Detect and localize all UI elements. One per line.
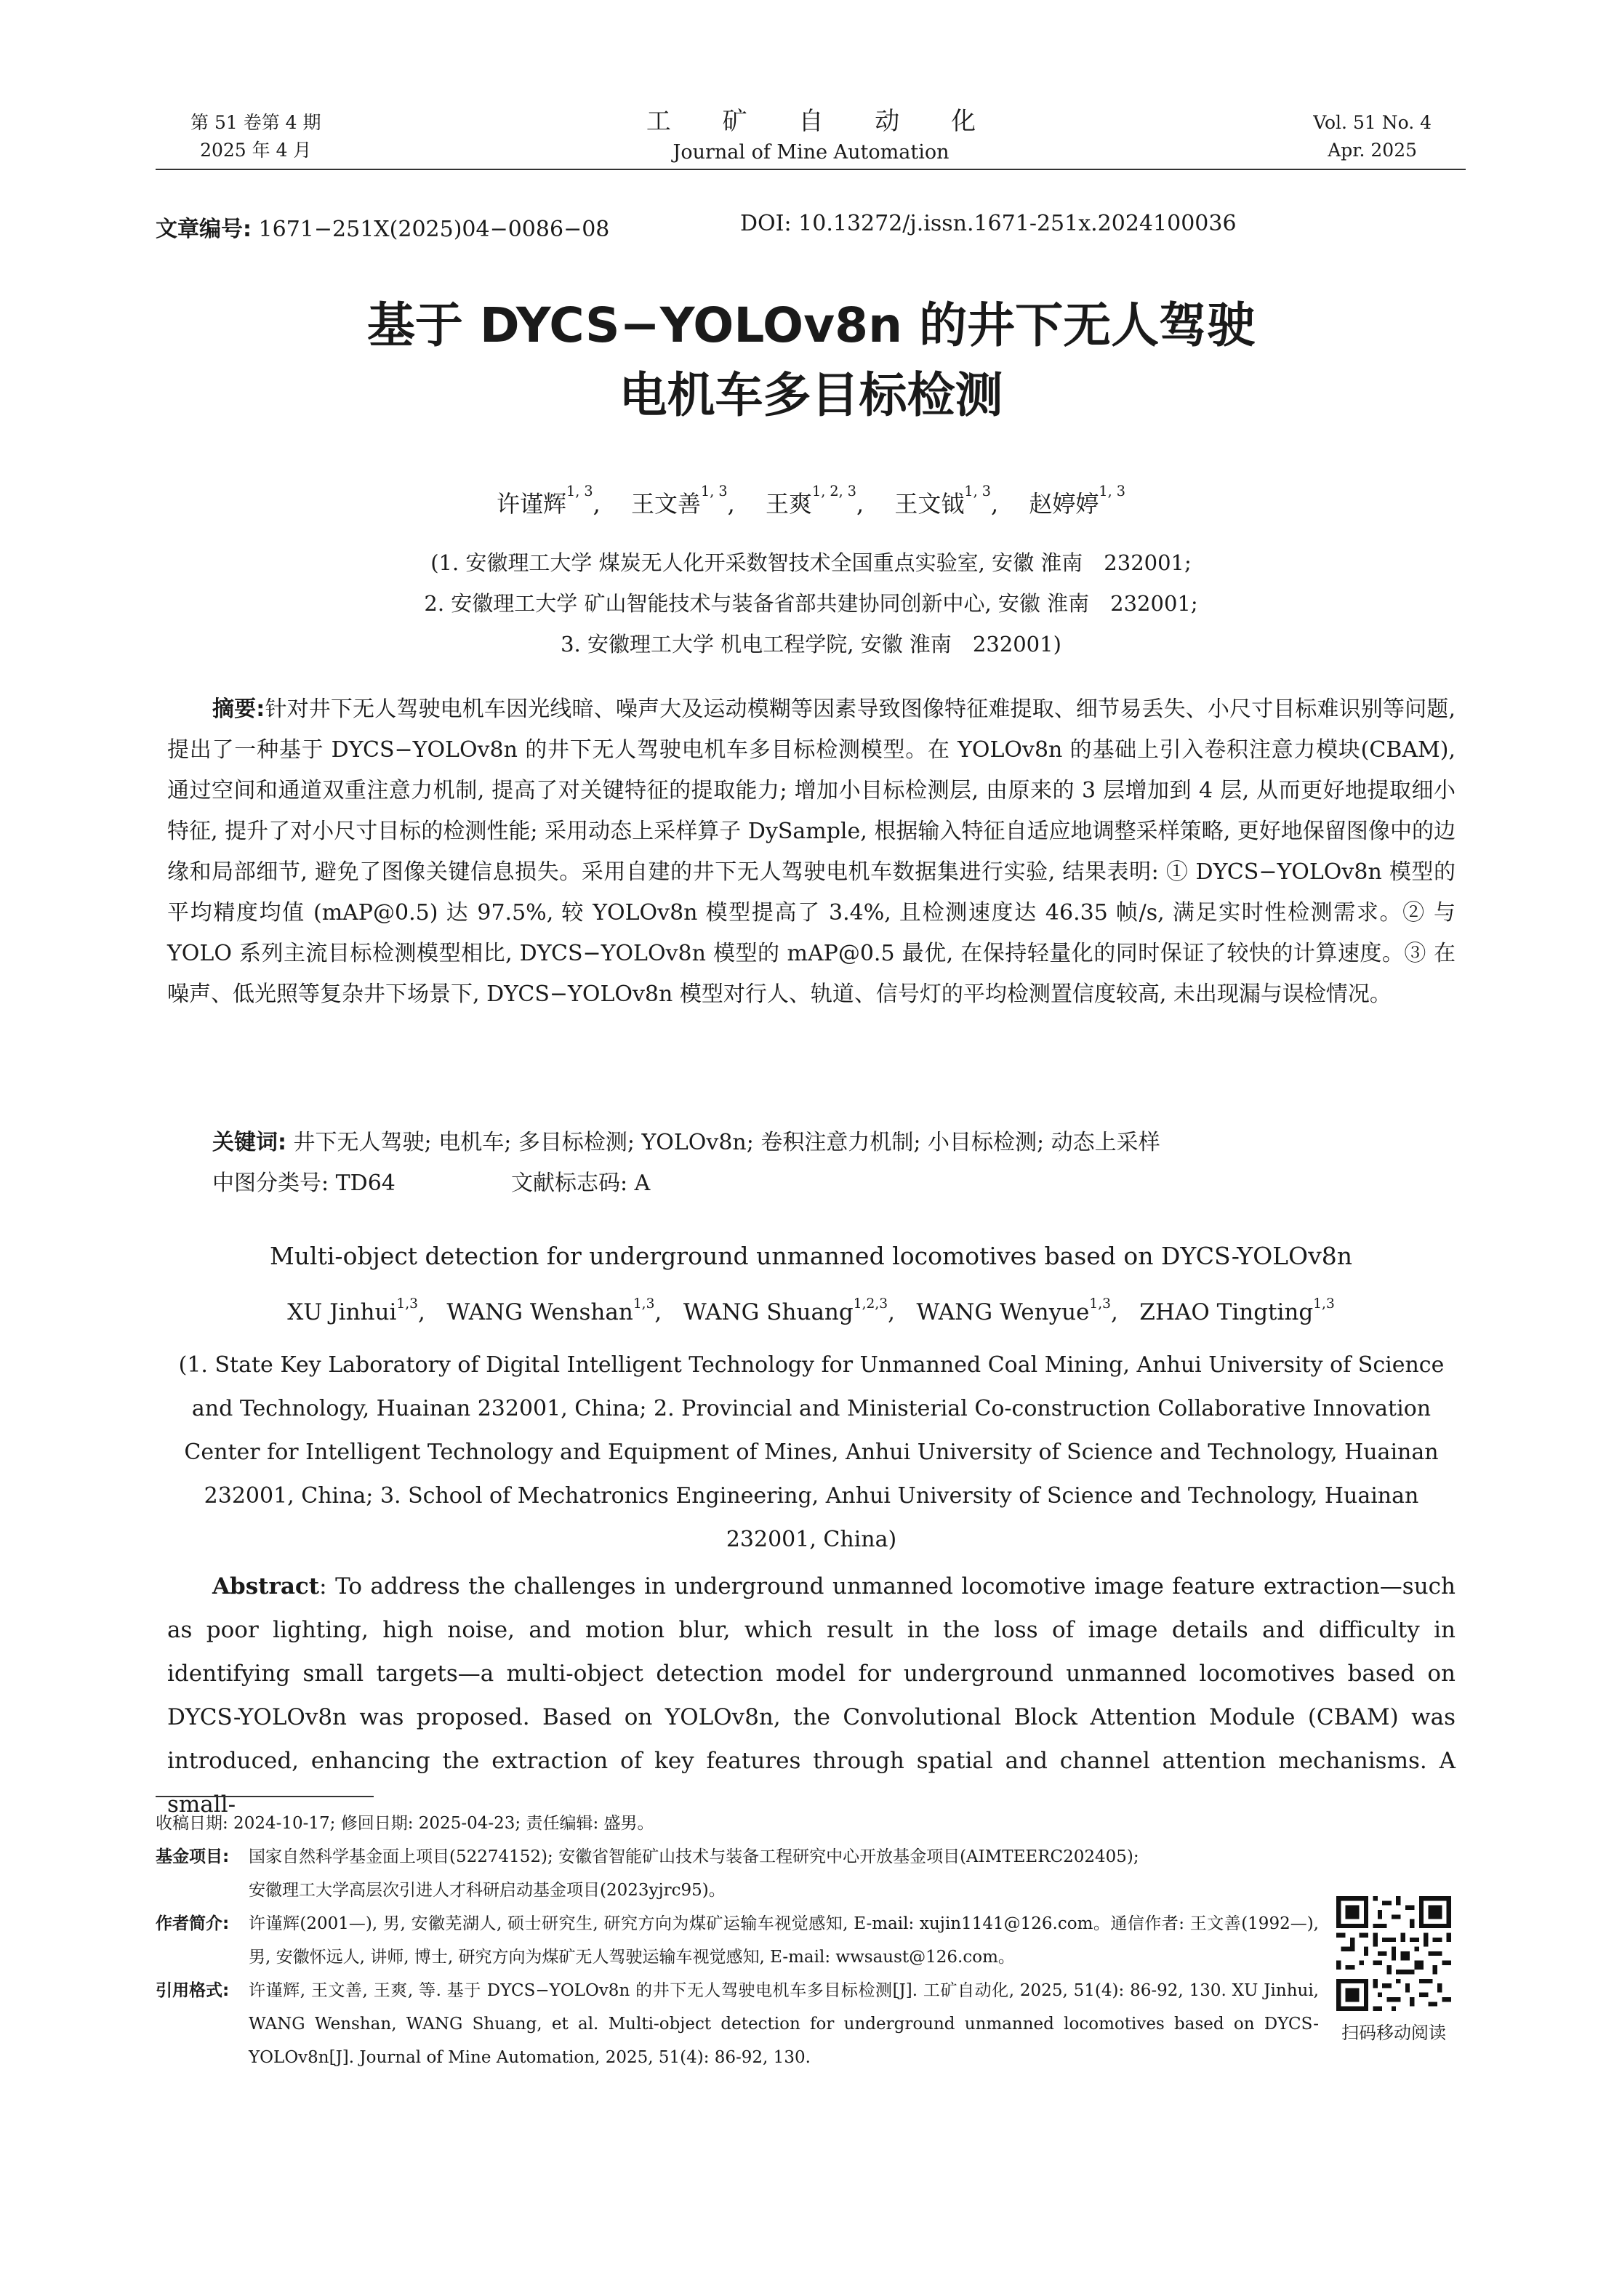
title-line-2: 电机车多目标检测 <box>619 367 1003 423</box>
footnote-author <box>156 1907 1319 1974</box>
header-right <box>1313 109 1432 164</box>
author-cn: 王文钺$^{1, 3}$ <box>894 483 992 518</box>
footnote-rule <box>156 1796 374 1797</box>
clc-value: TD64 <box>335 1171 396 1196</box>
abstract-cn-label: 摘要: <box>212 697 265 722</box>
keywords-label: 关键词: <box>212 1130 286 1155</box>
citation-label: 引用格式: <box>156 1981 230 2000</box>
title-en: Multi-object detection for underground unmanned locomotives based on DYCS-YOLOv8n <box>270 1242 1352 1270</box>
keywords-text: 井下无人驾驶; 电机车; 多目标检测; YOLOv8n; 卷积注意力机制; 小目标检测; 动态上采样 <box>293 1130 1160 1155</box>
author-en: WANG Shuang$^{1,2,3}$ <box>683 1296 888 1325</box>
author-en: WANG Wenshan$^{1,3}$ <box>446 1296 655 1325</box>
fund-line-2: 安徽理工大学高层次引进人才科研启动基金项目(2023yjrc95)。 <box>249 1881 726 1900</box>
footnote-citation <box>156 1974 1319 2074</box>
page-title <box>0 291 1622 430</box>
author-cn: 赵婷婷$^{1, 3}$ <box>1029 483 1126 518</box>
affiliations-en: (1. State Key Laboratory of Digital Intelligent Technology for Unmanned Coal Mining, Anhui University of Science and Technology, Huainan 232001, China; 2. Provincial and Ministerial Co-construction Collaborative Innovation Center for Intelligent Technology and Equipment of Mines, Anhui University of Science and Technology, Huainan 232001, China; 3. School of Mechatronics Engineering, Anhui University of Science and Technology, Huainan 232001, China) <box>178 1352 1445 1552</box>
header-volume-cn: 第 51 卷第 4 期 <box>190 112 321 133</box>
header-date-en: Apr. 2025 <box>1328 140 1418 161</box>
abstract-cn <box>167 689 1456 1015</box>
affiliation-cn-2: 2. 安徽理工大学 矿山智能技术与装备省部共建协同创新中心, 安徽 淮南 232001; <box>424 591 1198 616</box>
author-bio-text: 许谨辉(2001—), 男, 安徽芜湖人, 硕士研究生, 研究方向为煤矿运输车视觉感知, E-mail: xujin1141@126.com。通信作者: 王文善(1992—), 男, 安徽怀远人, 讲师, 博士, 研究方向为煤矿无人驾驶运输车视觉感知, E-mail: wwsaust@126.com。 <box>249 1914 1319 1967</box>
article-number <box>156 211 609 243</box>
author-en: WANG Wenyue$^{1,3}$ <box>916 1296 1111 1325</box>
abstract-cn-text: 针对井下无人驾驶电机车因光线暗、噪声大及运动模糊等因素导致图像特征难提取、细节易丢失、小尺寸目标难识别等问题, 提出了一种基于 DYCS−YOLOv8n 的井下无人驾驶电机车多目标检测模型。在 YOLOv8n 的基础上引入卷积注意力模块(CBAM), 通过空间和通道双重注意力机制, 提高了对关键特征的提取能力; 增加小目标检测层, 由原来的 3 层增加到 4 层, 从而更好地提取细小特征, 提升了对小尺寸目标的检测性能; 采用动态上采样算子 DySample, 根据输入特征自适应地调整采样策略, 更好地保留图像中的边缘和局部细节, 避免了图像关键信息损失。采用自建的井下无人驾驶电机车数据集进行实验, 结果表明: ① DYCS−YOLOv8n 模型的平均精度均值 (mAP@0.5) 达 97.5%, 较 YOLOv8n 模型提高了 3.4%, 且检测速度达 46.35 帧/s, 满足实时性检测需求。② 与 YOLO 系列主流目标检测模型相比, DYCS−YOLOv8n 模型的 mAP@0.5 最优, 在保持轻量化的同时保证了较快的计算速度。③ 在噪声、低光照等复杂井下场景下, DYCS−YOLOv8n 模型对行人、轨道、信号灯的平均检测置信度较高, 未出现漏与误检情况。 <box>167 697 1456 1007</box>
doc-code-label: 文献标志码: <box>511 1171 628 1196</box>
keywords-cn <box>212 1123 1456 1163</box>
abstract-en <box>167 1565 1456 1826</box>
author-en: XU Jinhui$^{1,3}$ <box>287 1296 418 1325</box>
article-number-label: 文章编号: <box>156 217 252 242</box>
citation-text: 许谨辉, 王文善, 王爽, 等. 基于 DYCS−YOLOv8n 的井下无人驾驶电机车多目标检测[J]. 工矿自动化, 2025, 51(4): 86-92, 130. XU Jinhui, WANG Wenshan, WANG Shuang, et al. Multi-object detection for underground unmanned locomotives based on DYCS-YOLOv8n[J]. Journal of Mine Automation, 2025, 51(4): 86-92, 130. <box>249 1981 1319 2067</box>
fund-label: 基金项目: <box>156 1847 230 1866</box>
authors-cn: 许谨辉$^{1, 3}$, 王文善$^{1, 3}$, 王爽$^{1, 2, 3}$, 王文钺$^{1, 3}$, 赵婷婷$^{1, 3}$ <box>496 483 1126 518</box>
header-volume-en: Vol. 51 No. 4 <box>1313 112 1432 133</box>
qr-code-label: 扫码移动阅读 <box>1341 2023 1446 2043</box>
qr-code-icon[interactable] <box>1336 1896 1451 2011</box>
journal-name-cn: 工 矿 自 动 化 <box>646 107 998 136</box>
footnotes <box>156 1807 1319 2074</box>
clc-label: 中图分类号: <box>212 1171 329 1196</box>
footnote-fund <box>156 1840 1319 1907</box>
author-en: ZHAO Tingting$^{1,3}$ <box>1139 1296 1335 1325</box>
author-bio-label: 作者简介: <box>156 1914 230 1933</box>
abstract-en-text: : To address the challenges in underground unmanned locomotive image feature extraction—such as poor lighting, high noise, and motion blur, which result in the loss of image details and difficulty in identifying small targets—a multi-object detection model for underground unmanned locomotives based on DYCS-YOLOv8n was proposed. Based on YOLOv8n, the Convolutional Block Attention Module (CBAM) was introduced, enhancing the extraction of key features through spatial and channel attention mechanisms. A small- <box>167 1573 1456 1818</box>
doi: DOI: 10.13272/j.issn.1671-251x.2024100036 <box>740 211 1237 236</box>
header-rule <box>156 169 1466 170</box>
authors-en: XU Jinhui$^{1,3}$, WANG Wenshan$^{1,3}$, WANG Shuang$^{1,2,3}$, WANG Wenyue$^{1,3}$, ZHAO Tingting$^{1,3}$ <box>287 1296 1335 1325</box>
abstract-en-label: Abstract <box>212 1573 320 1599</box>
author-cn: 王文善$^{1, 3}$ <box>630 483 728 518</box>
affiliations-cn <box>0 542 1622 665</box>
journal-name-en: Journal of Mine Automation <box>673 141 949 164</box>
fund-line-1: 国家自然科学基金面上项目(52274152); 安徽省智能矿山技术与装备工程研究中心开放基金项目(AIMTEERC202405); <box>249 1847 1139 1866</box>
classification <box>212 1163 1456 1204</box>
affiliation-cn-1: (1. 安徽理工大学 煤炭无人化开采数智技术全国重点实验室, 安徽 淮南 232001; <box>430 550 1192 575</box>
header-date-cn: 2025 年 4 月 <box>200 140 312 161</box>
affiliation-cn-3: 3. 安徽理工大学 机电工程学院, 安徽 淮南 232001) <box>561 632 1061 657</box>
article-number-value: 1671−251X(2025)04−0086−08 <box>258 217 610 242</box>
footnote-received: 收稿日期: 2024-10-17; 修回日期: 2025-04-23; 责任编辑: 盛男。 <box>156 1814 654 1833</box>
author-cn: 王爽$^{1, 2, 3}$ <box>765 483 857 518</box>
title-line-1: 基于 DYCS−YOLOv8n 的井下无人驾驶 <box>366 297 1256 353</box>
doc-code-value: A <box>634 1171 651 1196</box>
author-cn: 许谨辉$^{1, 3}$ <box>496 483 593 518</box>
